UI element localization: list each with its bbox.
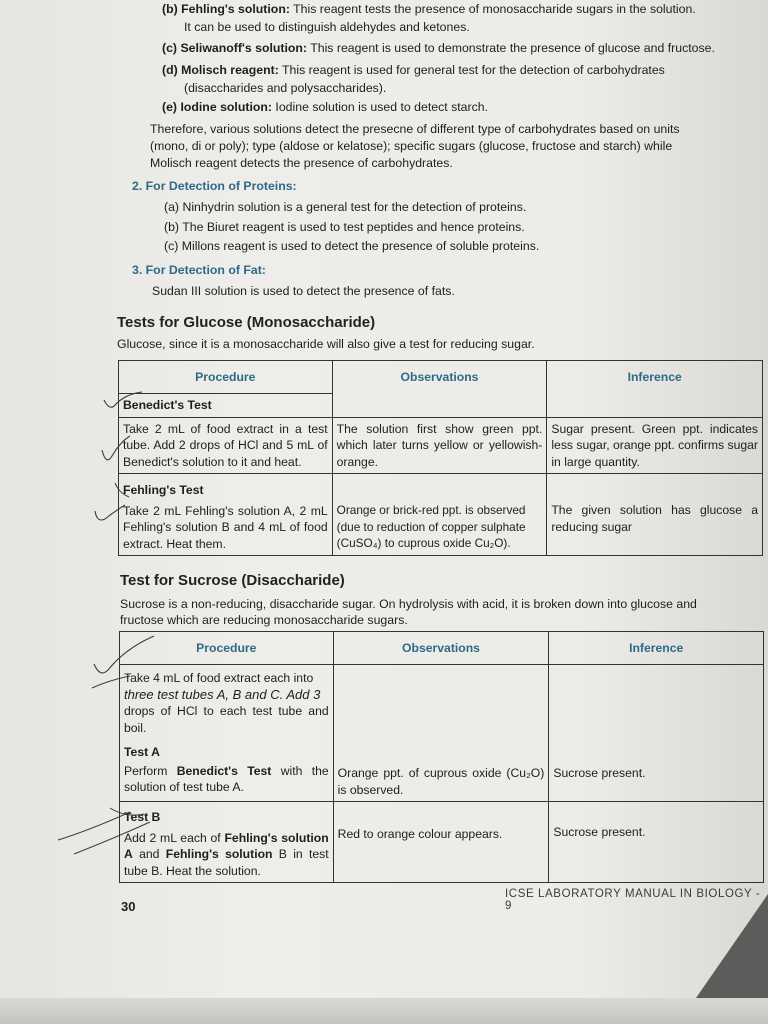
summary-line-1: Therefore, various solutions detect the presecne of different type of carbohydrates based on units — [150, 122, 680, 136]
fehling-procedure: Take 2 mL Fehling's solution A, 2 mL Fehling's solution B and 4 mL of food extract. Heat them. — [123, 503, 328, 551]
glucose-table — [118, 360, 763, 556]
sucrose-intro-line-2: fructose which are reducing monosaccharide sugars. — [120, 613, 408, 627]
glucose-section-title: Tests for Glucose (Monosaccharide) — [117, 314, 376, 331]
test-b-title: Test B — [124, 810, 161, 824]
sucrose-header-observations: Observations — [333, 632, 549, 665]
fehling-line: (b) Fehling's solution: This reagent tests the presence of monosaccharide sugars in the solution. — [162, 2, 696, 16]
benedict-procedure: Take 2 mL of food extract in a test tube. Add 2 drops of HCl and 5 mL of Benedict's solution to it and heat. — [119, 417, 333, 474]
sucrose-section-title: Test for Sucrose (Disaccharide) — [120, 572, 345, 589]
summary-line-2: (mono, di or poly); type (aldose or kelatose); specific sugars (glucose, fructose and starch) while — [150, 139, 673, 153]
test-b-inference: Sucrose present. — [549, 802, 764, 883]
glucose-intro: Glucose, since it is a monosaccharide will also give a test for reducing sugar. — [117, 337, 535, 351]
test-a-title: Test A — [124, 745, 160, 759]
glucose-header-inference: Inference — [547, 361, 763, 418]
sucrose-prep-cell: Take 4 mL of food extract each into three test tubes A, B and C. Add 3 drops of HCl to each test tube and boil. Test A Perform Benedict's Test with the solution of test tube A. — [120, 665, 334, 802]
benedict-test-title: Benedict's Test — [119, 394, 333, 418]
sucrose-header-procedure: Procedure — [120, 632, 334, 665]
test-a-procedure: Perform Benedict's Test with the solution of test tube A. — [124, 763, 329, 794]
fehling-inference: The given solution has glucose a reducing sugar — [547, 474, 763, 556]
glucose-header-procedure: Procedure — [119, 361, 333, 394]
fehling-line-cont: It can be used to distinguish aldehydes and ketones. — [184, 20, 470, 34]
test-a-observation: Orange ppt. of cuprous oxide (Cu₂O) is observed. — [333, 665, 549, 802]
protein-item-c: (c) Millons reagent is used to detect the presence of soluble proteins. — [164, 239, 540, 253]
test-b-observation: Red to orange colour appears. — [333, 802, 549, 883]
sucrose-intro-line-1: Sucrose is a non-reducing, disaccharide sugar. On hydrolysis with acid, it is broken down into glucose and — [120, 597, 697, 611]
test-a-inference: Sucrose present. — [549, 665, 764, 802]
page-bottom-margin — [0, 998, 768, 1024]
sucrose-header-inference: Inference — [549, 632, 764, 665]
sucrose-table — [119, 631, 764, 883]
summary-line-3: Molisch reagent detects the presence of carbohydrates. — [150, 156, 453, 170]
seliwanoff-line: (c) Seliwanoff's solution: This reagent is used to demonstrate the presence of glucose and fructose. — [162, 41, 715, 55]
benedict-observation: The solution first show green ppt. which later turns yellow or yellowish-orange. — [332, 417, 547, 474]
glucose-header-observations: Observations — [332, 361, 547, 418]
test-b-procedure: Add 2 mL each of Fehling's solution A and Fehling's solution B in test tube B. Heat the solution. — [124, 830, 329, 878]
fat-text: Sudan III solution is used to detect the presence of fats. — [152, 284, 455, 298]
fehling-observation: Orange or brick-red ppt. is observed (due to reduction of copper sulphate (CuSO₄) to cuprous oxide Cu₂O). — [332, 474, 547, 556]
fat-heading: 3. For Detection of Fat: — [132, 263, 266, 277]
protein-item-a: (a) Ninhydrin solution is a general test for the detection of proteins. — [164, 200, 527, 214]
page-number: 30 — [121, 899, 136, 914]
iodine-line: (e) Iodine solution: Iodine solution is used to detect starch. — [162, 100, 488, 114]
molisch-line: (d) Molisch reagent: This reagent is used for general test for the detection of carbohydrates — [162, 63, 665, 77]
fehling-procedure-cell — [119, 474, 333, 556]
benedict-inference: Sugar present. Green ppt. indicates less sugar, orange ppt. confirms sugar in large quantity. — [547, 417, 763, 474]
test-b-cell — [120, 802, 334, 883]
protein-heading: 2. For Detection of Proteins: — [132, 179, 297, 193]
fehling-test-title: Fehling's Test — [123, 483, 204, 497]
protein-item-b: (b) The Biuret reagent is used to test peptides and hence proteins. — [164, 220, 525, 234]
molisch-line-cont: (disaccharides and polysaccharides). — [184, 81, 387, 95]
running-title: ICSE LABORATORY MANUAL IN BIOLOGY - 9 — [505, 888, 761, 912]
